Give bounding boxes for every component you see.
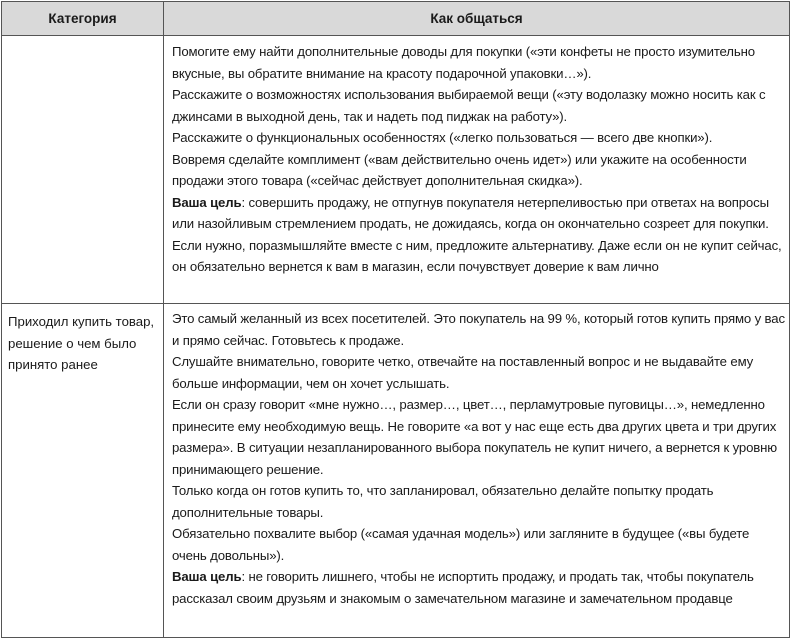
advice-paragraph: Обязательно похвалите выбор («самая удачная модель») или загляните в будущее («вы будете очень довольны»). — [172, 526, 750, 563]
advice-cell — [164, 304, 790, 638]
header-row — [2, 2, 790, 36]
advice-cell — [164, 36, 790, 304]
advice-paragraph: Если он сразу говорит «мне нужно…, размер…, цвет…, перламутровые пуговицы…», немедленно принесите ему необходимую вещь. Не говорите «а вот у нас еще есть два других цвета и три других размера». В ситуации незапланированного выбора покупатель не купит ничего, а вернется к уровню принимающего решение. — [172, 397, 777, 477]
header-category: Категория — [2, 2, 164, 36]
advice-paragraph: Расскажите о возможностях использования выбираемой вещи («эту водолазку можно носить как с джинсами в выходной день, так и надеть под пиджак на работу»). — [172, 87, 766, 124]
advice-paragraph: Слушайте внимательно, говорите четко, отвечайте на поставленный вопрос и не выдавайте ему больше информации, чем он хочет услышать. — [172, 354, 754, 391]
header-how-to-communicate: Как общаться — [164, 2, 790, 36]
goal-paragraph: Ваша цель: не говорить лишнего, чтобы не испортить продажу, и продать так, чтобы покупатель рассказал своим друзьям и знакомым о замечательном магазине и замечательном продавце — [172, 569, 754, 606]
advice-paragraph: Это самый желанный из всех посетителей. Это покупатель на 99 %, который готов купить прямо у вас и прямо сейчас. Готовьтесь к продаже. — [172, 311, 785, 348]
category-cell: Приходил купить товар, решение о чем было принято ранее — [2, 304, 164, 638]
goal-paragraph: Ваша цель: совершить продажу, не отпугнув покупателя нетерпеливостью при ответах на вопросы или назойливым стремлением продать, не дожидаясь, когда он окончательно созреет для покупки. Если нужно, поразмышляйте вместе с ним, предложите альтернативу. Даже если он не купит сейчас, он обязательно вернется к вам в магазин, если почувствует доверие к вам лично — [172, 194, 782, 274]
goal-label: Ваша цель — [172, 194, 242, 210]
table-row — [2, 304, 790, 638]
advice-paragraph: Только когда он готов купить то, что запланировал, обязательно делайте попытку продать дополнительные товары. — [172, 483, 714, 520]
guidance-table — [1, 1, 790, 638]
goal-label: Ваша цель — [172, 569, 242, 584]
advice-paragraph: Расскажите о функциональных особенностях («легко пользоваться — всего две кнопки»). — [172, 130, 713, 145]
table-row — [2, 36, 790, 304]
advice-paragraph: Вовремя сделайте комплимент («вам действительно очень идет») или укажите на особенности продажи этого товара («сейчас действует дополнительная скидка»). — [172, 151, 747, 188]
category-cell — [2, 36, 164, 304]
advice-paragraph: Помогите ему найти дополнительные доводы для покупки («эти конфеты не просто изумительно вкусные, вы обратите внимание на красоту подарочной упаковки…»). — [172, 44, 755, 81]
